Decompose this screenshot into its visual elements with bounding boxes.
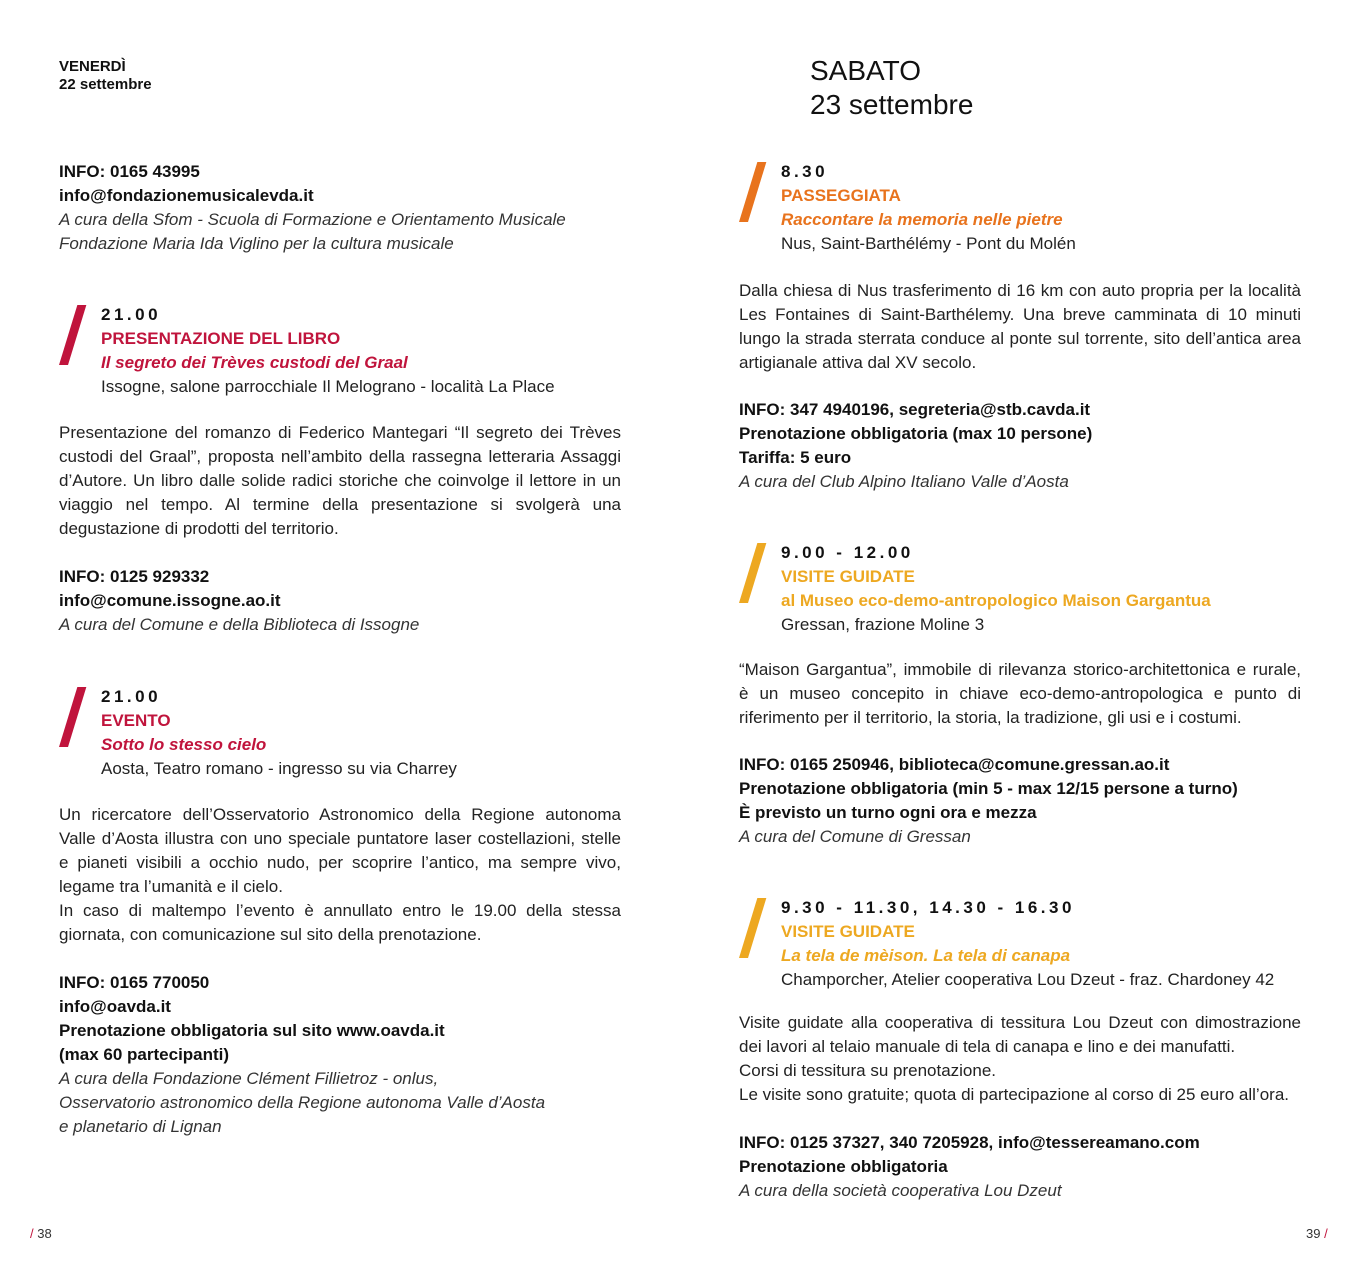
event-header: [59, 685, 629, 785]
slash-marker: [739, 543, 766, 603]
day-date: 23 settembre: [810, 89, 974, 120]
event-type: VISITE GUIDATE: [781, 922, 915, 941]
event-description: [739, 1011, 1301, 1107]
event-info: [59, 565, 629, 637]
info-phone: INFO: 0165 250946, biblioteca@comune.gressan.ao.it: [739, 755, 1170, 774]
event-title: al Museo eco-demo-antropologico Maison Gargantua: [781, 591, 1211, 610]
info-email: info@oavda.it: [59, 997, 171, 1016]
event-title: Il segreto dei Trèves custodi del Graal: [101, 353, 408, 372]
booking-line: Prenotazione obbligatoria sul sito www.oavda.it: [59, 1021, 445, 1040]
day-name: VENERDÌ: [59, 58, 126, 75]
curator-line: A cura della Sfom - Scuola di Formazione e Orientamento Musicale: [59, 210, 566, 229]
event-header: [739, 896, 1319, 996]
event-info: [739, 398, 1309, 494]
slash-marker: [59, 687, 86, 747]
slash-marker: [739, 898, 766, 958]
event-info: [59, 971, 629, 1139]
description-text: Visite guidate alla cooperativa di tessitura Lou Dzeut con dimostrazione dei lavori al telaio manuale di tela di canapa e lino e dei manufatti.: [739, 1013, 1301, 1056]
day-date: 22 settembre: [59, 76, 152, 93]
booking-line: (max 60 partecipanti): [59, 1045, 230, 1064]
info-email: info@fondazionemusicalevda.it: [59, 186, 314, 205]
event-type: PASSEGGIATA: [781, 186, 901, 205]
description-text: Presentazione del romanzo di Federico Mantegari “Il segreto dei Trèves custodi del Graal”, proposta nell’ambito della rassegna letteraria Assaggi d’Autore. Un libro dalle solide radici storiche che coinvolge il lettore in un viaggio nel tempo. Al termine della presentazione si svolgerà una degustazione di prodotti del territorio.: [59, 423, 621, 538]
event-time: 21.00: [101, 687, 162, 706]
event-place: Nus, Saint-Barthélémy - Pont du Molén: [781, 234, 1076, 253]
page-number: [30, 1226, 52, 1242]
top-info-block: [59, 160, 629, 256]
slash-marker: [59, 305, 86, 365]
booking-line: Prenotazione obbligatoria (max 10 persone): [739, 424, 1093, 443]
event-info: [739, 1131, 1319, 1203]
event-header: [59, 303, 629, 403]
curator-line: Osservatorio astronomico della Regione autonoma Valle d’Aosta: [59, 1093, 546, 1112]
event-description: [59, 421, 621, 541]
event-time: 9.00 - 12.00: [781, 543, 914, 562]
event-title: Raccontare la memoria nelle pietre: [781, 210, 1063, 229]
event-type: VISITE GUIDATE: [781, 567, 915, 586]
event-time: 9.30 - 11.30, 14.30 - 16.30: [781, 898, 1075, 917]
event-place: Issogne, salone parrocchiale Il Melograno - località La Place: [101, 377, 555, 396]
description-text: “Maison Gargantua”, immobile di rilevanza storico-architettonica e rurale, è un museo concepito in chiave eco-demo-antropologica e punto di riferimento per il territorio, la storia, la tradizione, gli usi e i costumi.: [739, 660, 1301, 727]
info-phone: INFO: 347 4940196, segreteria@stb.cavda.it: [739, 400, 1091, 419]
event-header: [739, 541, 1319, 641]
fee-line: Tariffa: 5 euro: [739, 448, 852, 467]
event-time: 21.00: [101, 305, 162, 324]
booking-line: Prenotazione obbligatoria (min 5 - max 12/15 persone a turno): [739, 779, 1238, 798]
curator-line: A cura del Club Alpino Italiano Valle d’Aosta: [739, 472, 1069, 491]
info-phone: INFO: 0125 929332: [59, 567, 210, 586]
curator-line: e planetario di Lignan: [59, 1117, 222, 1136]
page-slash: /: [1324, 1226, 1328, 1241]
event-place: Aosta, Teatro romano - ingresso su via Charrey: [101, 759, 457, 778]
event-description: [739, 279, 1301, 375]
event-info: [739, 753, 1319, 849]
event-type: PRESENTAZIONE DEL LIBRO: [101, 329, 341, 348]
event-description: [59, 803, 621, 947]
curator-line: A cura della società cooperativa Lou Dzeut: [739, 1181, 1062, 1200]
curator-line: A cura della Fondazione Clément Fillietroz - onlus,: [59, 1069, 439, 1088]
event-description: [739, 658, 1301, 730]
event-place: Gressan, frazione Moline 3: [781, 615, 985, 634]
info-phone: INFO: 0165 43995: [59, 162, 200, 181]
description-text: Corsi di tessitura su prenotazione.: [739, 1061, 997, 1080]
description-text: Un ricercatore dell’Osservatorio Astronomico della Regione autonoma Valle d’Aosta illustra con uno speciale puntatore laser costellazioni, stelle e pianeti visibili a occhio nudo, per scoprire l’antico, ma sempre vivo, legame tra l’umanità e il cielo.: [59, 805, 621, 896]
slash-marker: [739, 162, 766, 222]
info-email: info@comune.issogne.ao.it: [59, 591, 281, 610]
event-title: La tela de mèison. La tela di canapa: [781, 946, 1071, 965]
day-header: [59, 58, 152, 94]
description-text: Le visite sono gratuite; quota di partecipazione al corso di 25 euro all’ora.: [739, 1085, 1290, 1104]
page-slash: /: [30, 1226, 34, 1241]
event-type: EVENTO: [101, 711, 171, 730]
page-number: [1306, 1226, 1328, 1242]
booking-line: Prenotazione obbligatoria: [739, 1157, 948, 1176]
event-title: Sotto lo stesso cielo: [101, 735, 267, 754]
event-time: 8.30: [781, 162, 829, 181]
event-header: [739, 160, 1309, 260]
page-number-value: 38: [37, 1226, 52, 1241]
day-name: SABATO: [810, 55, 922, 86]
curator-line: Fondazione Maria Ida Viglino per la cultura musicale: [59, 234, 454, 253]
description-text: Dalla chiesa di Nus trasferimento di 16 km con auto propria per la località Les Fontaines di Saint-Barthélemy. Una breve camminata di 10 minuti lungo la strada sterrata conduce al ponte sul torrente, sito dell’antica area artigianale attiva dal XV secolo.: [739, 281, 1301, 372]
page-number-value: 39: [1306, 1226, 1321, 1241]
day-header: [810, 54, 973, 122]
curator-line: A cura del Comune e della Biblioteca di Issogne: [59, 615, 420, 634]
event-place: Champorcher, Atelier cooperativa Lou Dzeut - fraz. Chardoney 42: [781, 970, 1275, 989]
description-text: In caso di maltempo l’evento è annullato entro le 19.00 della stessa giornata, con comunicazione sul sito della prenotazione.: [59, 901, 621, 944]
info-phone: INFO: 0165 770050: [59, 973, 210, 992]
turns-line: È previsto un turno ogni ora e mezza: [739, 803, 1037, 822]
info-phone: INFO: 0125 37327, 340 7205928, info@tessereamano.com: [739, 1133, 1200, 1152]
right-page: [680, 0, 1359, 1270]
curator-line: A cura del Comune di Gressan: [739, 827, 971, 846]
